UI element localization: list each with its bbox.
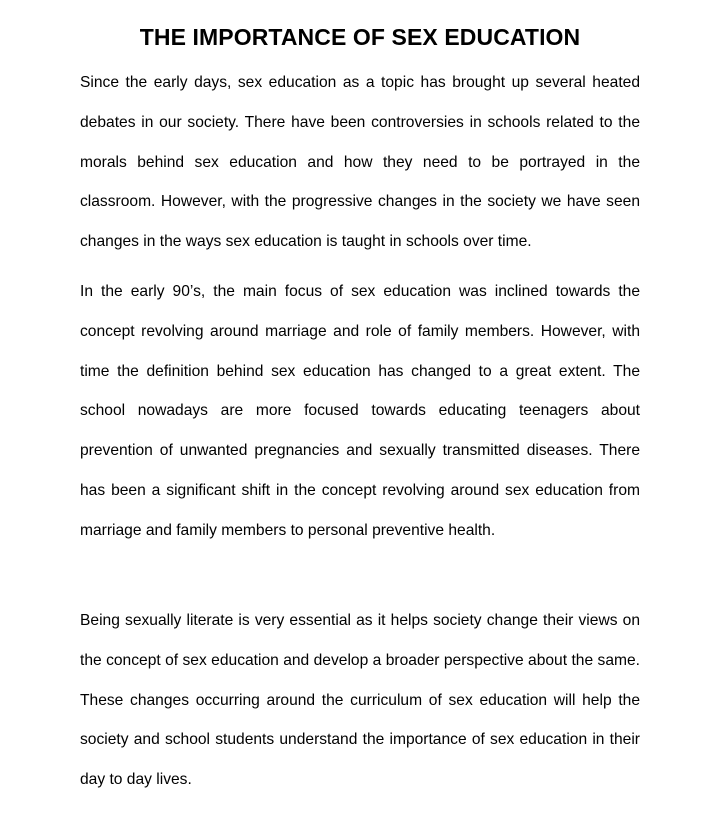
paragraph-conclusion: Being sexually literate is very essential as it helps society change their views on the concept of sex education and develop a broader perspective about the same. These changes occurring around the curriculum of sex education will help the society and school students understand the importance of sex education in their day to day lives. [80,612,640,789]
document-title: THE IMPORTANCE OF SEX EDUCATION [139,24,581,50]
paragraph-intro: Since the early days, sex education as a topic has brought up several heated debates in our society. There have been controversies in schools related to the morals behind sex education and how they need to be portrayed in the classroom. However, with the progressive changes in the society we have seen changes in the ways sex education is taught in schools over time. [80,74,640,251]
paragraph-history: In the early 90’s, the main focus of sex education was inclined towards the concept revolving around marriage and role of family members. However, with time the definition behind sex education has changed to a great extent. The school nowadays are more focused towards educating teenagers about prevention of unwanted pregnancies and sexually transmitted diseases. There has been a significant shift in the concept revolving around sex education from marriage and family members to personal preventive health. [80,283,640,539]
